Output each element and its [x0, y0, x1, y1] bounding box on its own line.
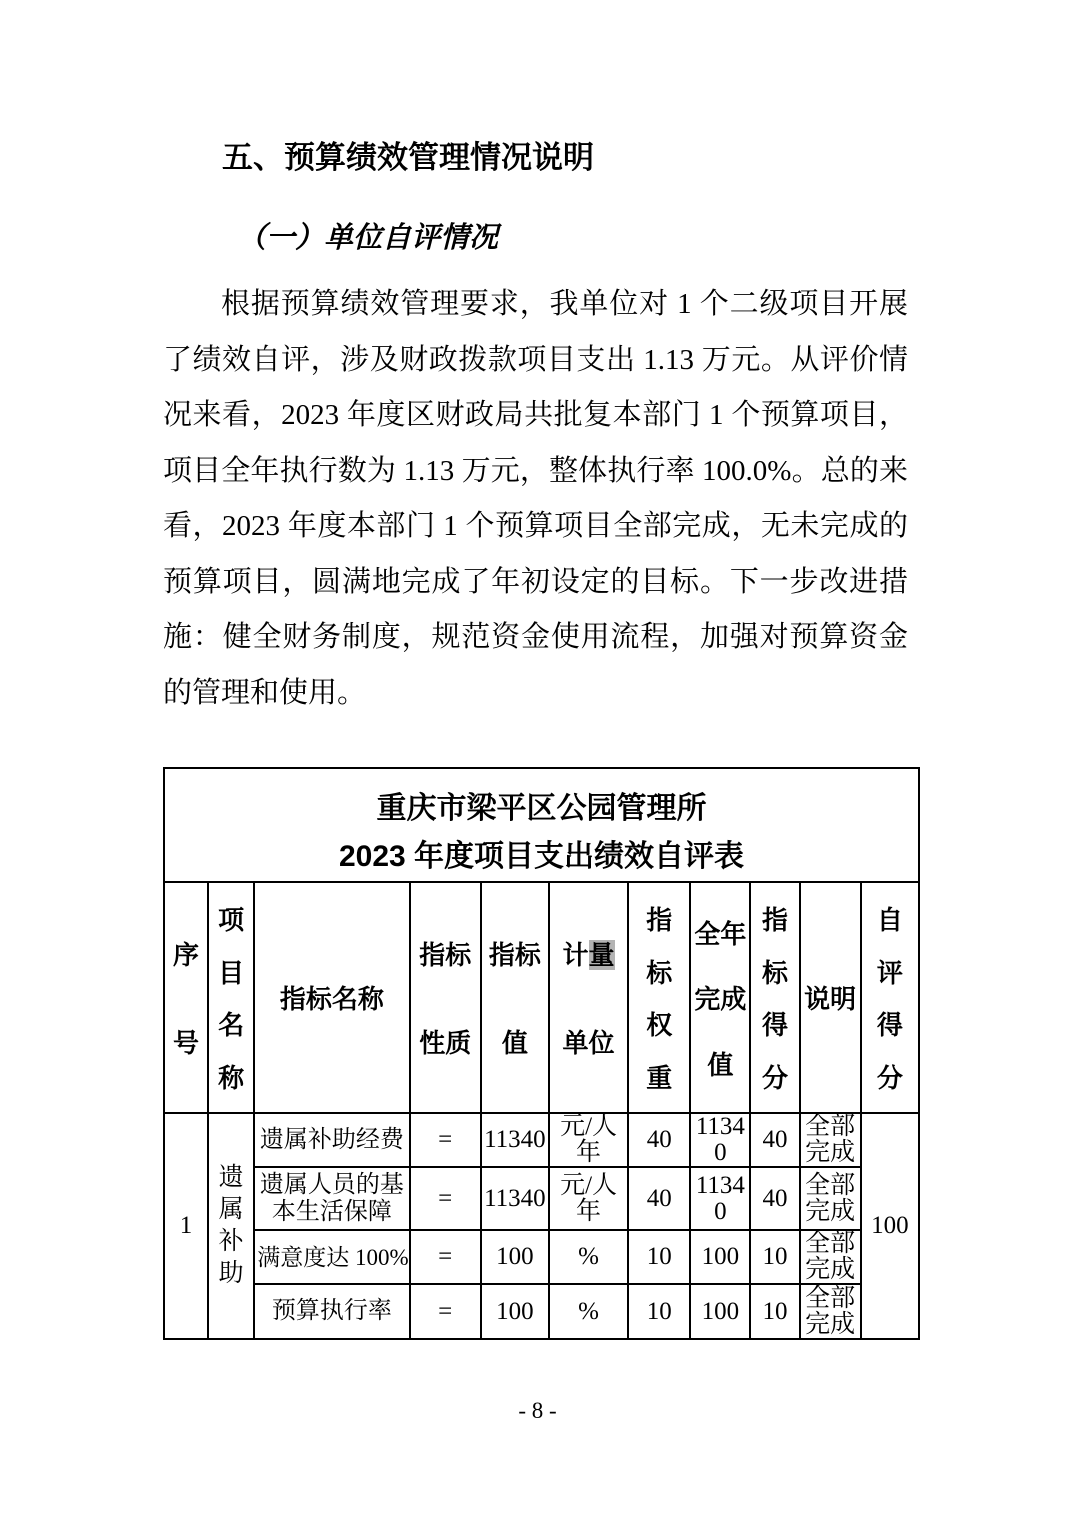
note-cell: 全部完成 [800, 1167, 861, 1230]
header-annual-completion: 全年 完成 值 [690, 882, 750, 1113]
indicator-name-cell: 预算执行率 [254, 1284, 409, 1339]
annual-completion-cell: 100 [690, 1230, 750, 1284]
body-paragraph: 根据预算绩效管理要求，我单位对 1 个二级项目开展了绩效自评，涉及财政拨款项目支出 1.13 万元。从评价情况来看，2023 年度区财政局共批复本部门 1 个预算项目，项目全年执行数为 1.13 万元，整体执行率 100.0%。总的来看，2023 年度本部门 1 个预算项目全部完成，无未完成的预算项目，圆满地完成了年初设定的目标。下一步改进措施：健全财务制度，规范资金使用流程，加强对预算资金的管理和使用。 [163, 288, 908, 709]
seq-cell: 1 [164, 1113, 208, 1339]
table-title-line1: 重庆市梁平区公园管理所 [376, 791, 707, 825]
indicator-score-cell: 40 [750, 1113, 799, 1167]
header-indicator-score: 指 标 得 分 [750, 882, 799, 1113]
table-title-line2: 2023 年度项目支出绩效自评表 [338, 840, 745, 874]
header-indicator-nature: 指标 性质 [410, 882, 481, 1113]
measure-unit-cell: 元/人年 [549, 1167, 628, 1230]
table-row [164, 1284, 919, 1339]
indicator-weight-cell: 40 [628, 1167, 690, 1230]
measure-unit-cell: % [549, 1284, 628, 1339]
header-unit-line2: 单位 [562, 1027, 615, 1058]
header-indicator-name: 指标名称 [254, 882, 409, 1113]
header-measure-unit [549, 882, 628, 1113]
indicator-nature-cell: = [410, 1230, 481, 1284]
section-heading: 五、预算绩效管理情况说明 [222, 140, 594, 175]
header-note: 说明 [800, 882, 861, 1113]
table-title [164, 768, 919, 882]
measure-unit-cell: 元/人年 [549, 1113, 628, 1167]
indicator-value-cell: 11340 [481, 1167, 549, 1230]
table-row [164, 1113, 919, 1167]
header-unit-char1: 计 [562, 940, 589, 971]
annual-completion-cell: 11340 [690, 1167, 750, 1230]
indicator-nature-cell: = [410, 1113, 481, 1167]
self-evaluation-table [163, 767, 920, 1340]
indicator-value-cell: 11340 [481, 1113, 549, 1167]
self-score-cell: 100 [861, 1113, 919, 1339]
indicator-score-cell: 40 [750, 1167, 799, 1230]
indicator-value-cell: 100 [481, 1230, 549, 1284]
annual-completion-cell: 100 [690, 1284, 750, 1339]
header-self-score: 自 评 得 分 [861, 882, 919, 1113]
indicator-name-cell: 遗属补助经费 [254, 1113, 409, 1167]
header-indicator-weight: 指 标 权 重 [628, 882, 690, 1113]
header-project-name: 项 目 名 称 [208, 882, 254, 1113]
page-number: - 8 - [518, 1398, 557, 1423]
indicator-weight-cell: 10 [628, 1230, 690, 1284]
measure-unit-cell: % [549, 1230, 628, 1284]
table-header-row [164, 882, 919, 1113]
note-cell: 全部完成 [800, 1230, 861, 1284]
project-name-cell: 遗属补助 [208, 1113, 254, 1339]
indicator-nature-cell: = [410, 1284, 481, 1339]
indicator-name-cell: 遗属人员的基本生活保障 [254, 1167, 409, 1230]
indicator-score-cell: 10 [750, 1230, 799, 1284]
indicator-score-cell: 10 [750, 1284, 799, 1339]
subsection-heading: （一）单位自评情况 [237, 222, 499, 254]
indicator-weight-cell: 10 [628, 1284, 690, 1339]
indicator-name-cell: 满意度达 100% [254, 1230, 409, 1284]
table-row [164, 1230, 919, 1284]
indicator-nature-cell: = [410, 1167, 481, 1230]
note-cell: 全部完成 [800, 1284, 861, 1339]
header-unit-char2-highlighted: 量 [588, 940, 615, 971]
header-seq: 序 号 [164, 882, 208, 1113]
annual-completion-cell: 11340 [690, 1113, 750, 1167]
table-row [164, 1167, 919, 1230]
indicator-weight-cell: 40 [628, 1113, 690, 1167]
header-indicator-value: 指标 值 [481, 882, 549, 1113]
indicator-value-cell: 100 [481, 1284, 549, 1339]
note-cell: 全部完成 [800, 1113, 861, 1167]
